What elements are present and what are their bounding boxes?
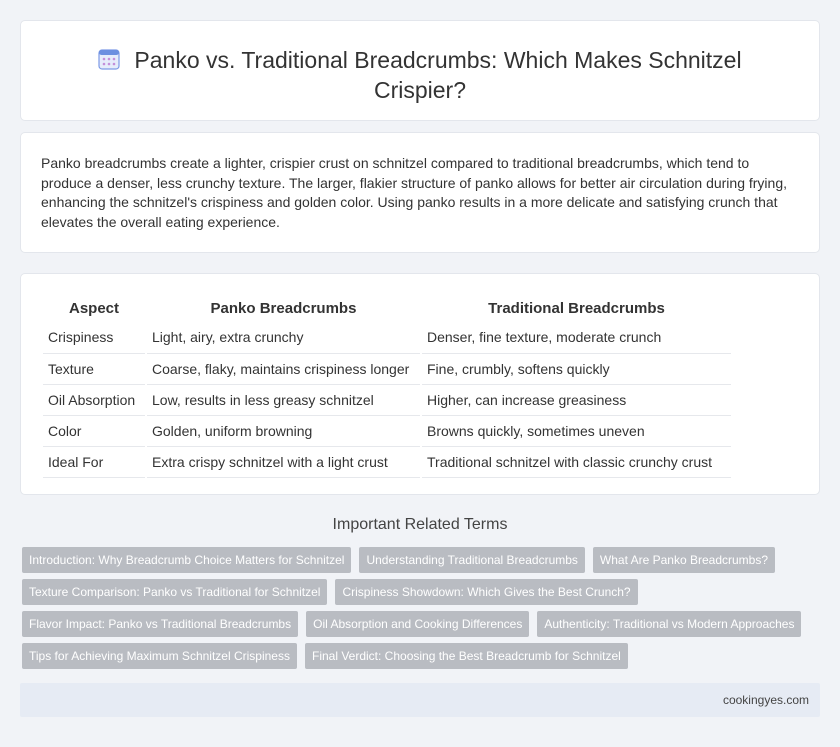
table-cell: Traditional schnitzel with classic crunchy crust — [421, 446, 731, 477]
header-card — [20, 20, 820, 121]
related-term-tag[interactable]: What Are Panko Breadcrumbs? — [593, 547, 775, 573]
comparison-table — [43, 296, 731, 478]
related-terms-list — [22, 547, 822, 675]
footer — [20, 683, 820, 717]
table-cell: Ideal For — [43, 446, 146, 477]
related-terms-heading: Important Related Terms — [332, 516, 508, 533]
tag-row — [22, 579, 822, 605]
related-term-tag[interactable]: Flavor Impact: Panko vs Traditional Breadcrumbs — [22, 611, 298, 637]
related-term-tag[interactable]: Tips for Achieving Maximum Schnitzel Crispiness — [22, 643, 297, 669]
related-term-tag[interactable]: Texture Comparison: Panko vs Traditional for Schnitzel — [22, 579, 327, 605]
table-cell: Light, airy, extra crunchy — [146, 322, 421, 353]
table-cell: Coarse, flaky, maintains crispiness longer — [146, 353, 421, 384]
table-cell: Fine, crumbly, softens quickly — [421, 353, 731, 384]
table-cell: Browns quickly, sometimes uneven — [421, 415, 731, 446]
related-term-tag[interactable]: Oil Absorption and Cooking Differences — [306, 611, 529, 637]
table-cell: Denser, fine texture, moderate crunch — [421, 322, 731, 353]
page-title-wrap — [81, 45, 759, 105]
column-header: Aspect — [68, 300, 120, 317]
footer-site-link[interactable]: cookingyes.com — [722, 693, 809, 707]
tag-row — [22, 611, 822, 637]
table-row — [43, 384, 731, 415]
table-row — [43, 353, 731, 384]
related-term-tag[interactable]: Authenticity: Traditional vs Modern Approaches — [537, 611, 801, 637]
table-header-row — [43, 296, 731, 322]
related-term-tag[interactable]: Introduction: Why Breadcrumb Choice Matters for Schnitzel — [22, 547, 351, 573]
table-cell: Texture — [43, 353, 146, 384]
tag-row — [22, 643, 822, 669]
intro-paragraph: Panko breadcrumbs create a lighter, crispier crust on schnitzel compared to traditional breadcrumbs, which tend to produce a denser, less crunchy texture. The larger, flakier structure of panko allows for better air circulation during frying, enhancing the schnitzel's crispiness and golden color. Using panko results in a more delicate and satisfying crunch that elevates the overall eating experience. — [41, 155, 787, 230]
column-header: Traditional Breadcrumbs — [421, 296, 731, 322]
table-row — [43, 322, 731, 353]
page-title: Panko vs. Traditional Breadcrumbs: Which Makes Schnitzel Crispier? — [134, 47, 742, 103]
table-cell: Oil Absorption — [43, 384, 146, 415]
related-term-tag[interactable]: Final Verdict: Choosing the Best Breadcrumb for Schnitzel — [305, 643, 628, 669]
table-cell: Golden, uniform browning — [146, 415, 421, 446]
column-header: Panko Breadcrumbs — [146, 296, 421, 322]
table-row — [43, 415, 731, 446]
table-cell: Low, results in less greasy schnitzel — [146, 384, 421, 415]
related-term-tag[interactable]: Understanding Traditional Breadcrumbs — [359, 547, 584, 573]
comparison-table-card — [20, 273, 820, 495]
table-cell: Color — [43, 415, 146, 446]
table-cell: Crispiness — [43, 322, 146, 353]
table-row — [43, 446, 731, 477]
table-cell: Higher, can increase greasiness — [421, 384, 731, 415]
calendar-icon — [98, 48, 120, 70]
table-cell: Extra crispy schnitzel with a light crust — [146, 446, 421, 477]
tag-row — [22, 547, 822, 573]
related-term-tag[interactable]: Crispiness Showdown: Which Gives the Best Crunch? — [335, 579, 637, 605]
intro-card — [20, 132, 820, 253]
